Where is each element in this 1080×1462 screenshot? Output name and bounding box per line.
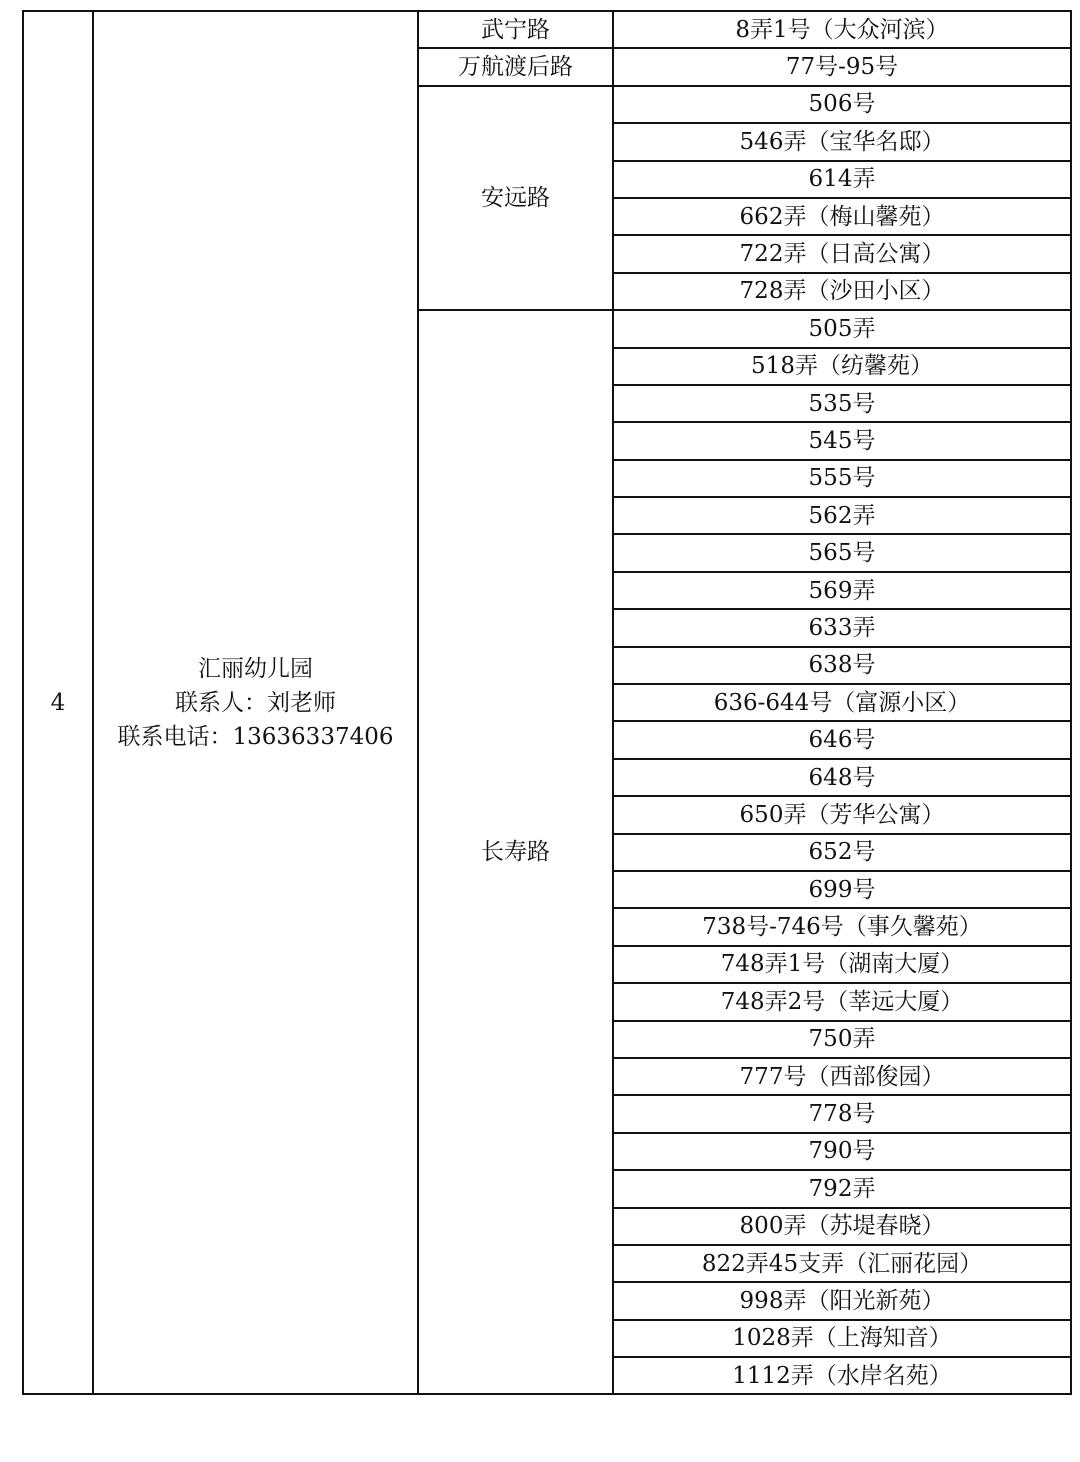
address-cell: 800弄（苏堤春晓） <box>613 1208 1071 1245</box>
address-cell: 792弄 <box>613 1170 1071 1207</box>
address-table <box>22 10 1072 1395</box>
road-name-cell: 长寿路 <box>418 310 613 1394</box>
address-cell: 699号 <box>613 871 1071 908</box>
kindergarten-cell <box>93 11 418 1394</box>
address-table-body <box>23 11 1071 1394</box>
address-cell: 778号 <box>613 1095 1071 1132</box>
address-cell: 505弄 <box>613 310 1071 347</box>
address-cell: 777号（西部俊园） <box>613 1058 1071 1095</box>
address-cell: 77号-95号 <box>613 48 1071 85</box>
address-cell: 648号 <box>613 759 1071 796</box>
kindergarten-contact: 联系人：刘老师 <box>175 689 336 716</box>
address-cell: 652号 <box>613 834 1071 871</box>
address-cell: 506号 <box>613 86 1071 123</box>
address-cell: 822弄45支弄（汇丽花园） <box>613 1245 1071 1282</box>
address-cell: 748弄1号（湖南大厦） <box>613 946 1071 983</box>
address-cell: 518弄（纺馨苑） <box>613 348 1071 385</box>
address-cell: 1028弄（上海知音） <box>613 1320 1071 1357</box>
address-cell: 545号 <box>613 422 1071 459</box>
address-cell: 646号 <box>613 721 1071 758</box>
road-name-cell: 万航渡后路 <box>418 48 613 85</box>
table-row <box>23 11 1071 48</box>
road-name-cell: 安远路 <box>418 86 613 310</box>
address-cell: 614弄 <box>613 161 1071 198</box>
address-cell: 1112弄（水岸名苑） <box>613 1357 1071 1394</box>
address-cell: 569弄 <box>613 572 1071 609</box>
address-cell: 738号-746号（事久馨苑） <box>613 908 1071 945</box>
address-cell: 562弄 <box>613 497 1071 534</box>
address-cell: 750弄 <box>613 1021 1071 1058</box>
address-cell: 633弄 <box>613 609 1071 646</box>
address-cell: 546弄（宝华名邸） <box>613 123 1071 160</box>
address-cell: 650弄（芳华公寓） <box>613 796 1071 833</box>
address-cell: 565号 <box>613 534 1071 571</box>
address-cell: 790号 <box>613 1133 1071 1170</box>
address-cell: 535号 <box>613 385 1071 422</box>
address-cell: 998弄（阳光新苑） <box>613 1282 1071 1319</box>
address-cell: 636-644号（富源小区） <box>613 684 1071 721</box>
address-cell: 728弄（沙田小区） <box>613 273 1071 310</box>
kindergarten-name: 汇丽幼儿园 <box>198 655 313 682</box>
address-cell: 8弄1号（大众河滨） <box>613 11 1071 48</box>
address-cell: 638号 <box>613 647 1071 684</box>
kindergarten-phone: 联系电话：13636337406 <box>117 723 394 750</box>
address-cell: 748弄2号（莘远大厦） <box>613 983 1071 1020</box>
address-cell: 662弄（梅山馨苑） <box>613 198 1071 235</box>
entry-index-cell: 4 <box>23 11 93 1394</box>
road-name-cell: 武宁路 <box>418 11 613 48</box>
address-cell: 722弄（日高公寓） <box>613 235 1071 272</box>
address-cell: 555号 <box>613 460 1071 497</box>
